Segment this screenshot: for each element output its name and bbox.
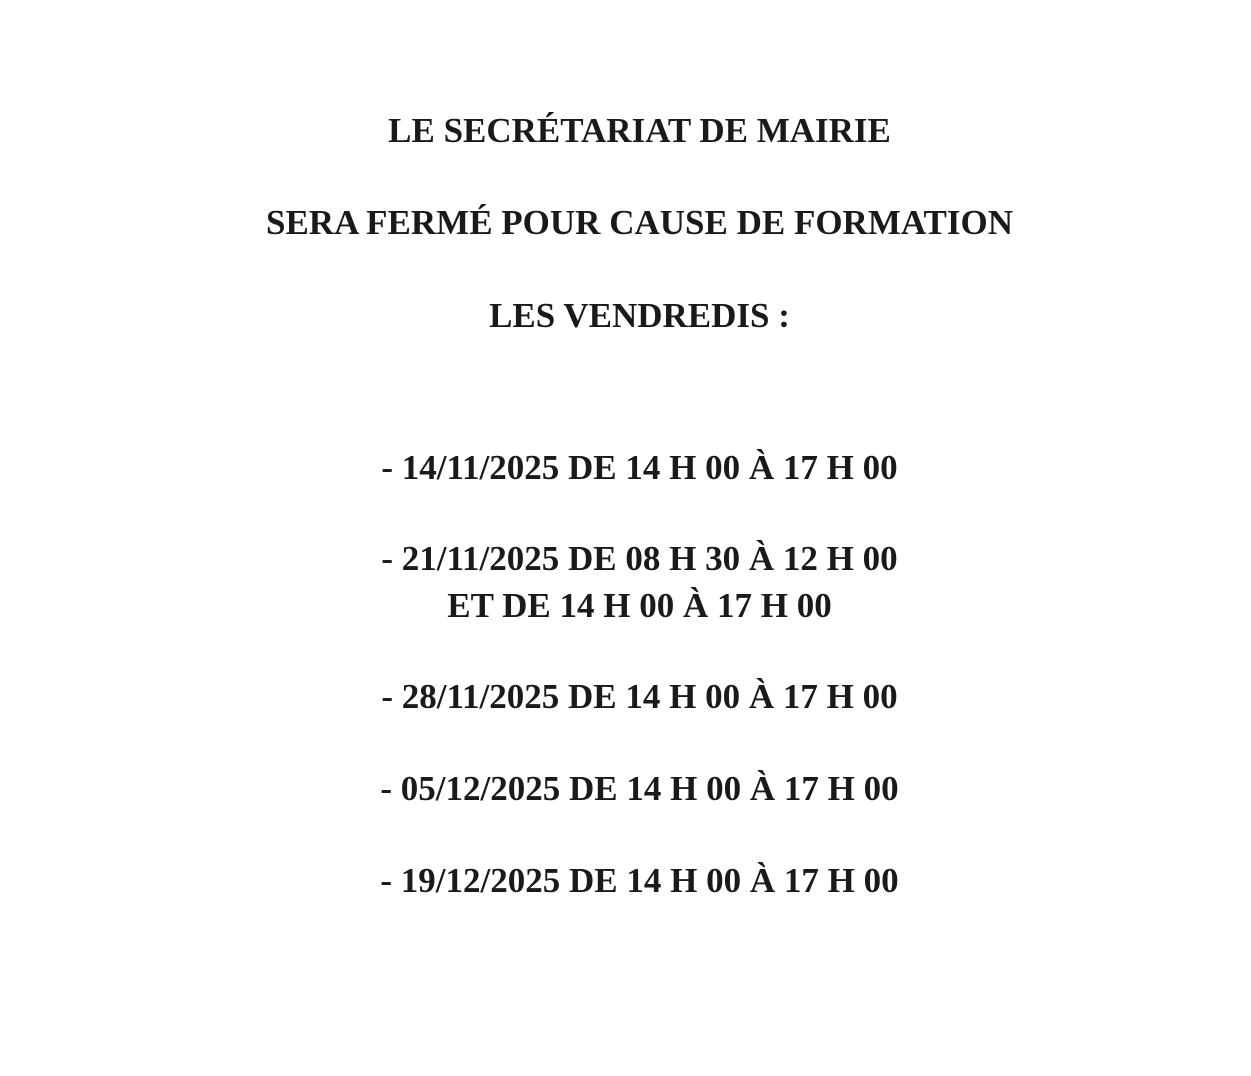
- closure-date-item: - 05/12/2025 DE 14 H 00 À 17 H 00: [380, 769, 899, 808]
- closure-date-item: - 19/12/2025 DE 14 H 00 À 17 H 00: [380, 861, 899, 900]
- closure-date-item: - 28/11/2025 DE 14 H 00 À 17 H 00: [381, 677, 898, 716]
- closure-date-item: - 21/11/2025 DE 08 H 30 À 12 H 00: [381, 539, 898, 578]
- closure-date-item: - 14/11/2025 DE 14 H 00 À 17 H 00: [381, 448, 898, 487]
- notice-days-label: LES VENDREDIS :: [489, 296, 790, 335]
- closure-date-item-continuation: ET DE 14 H 00 À 17 H 00: [447, 586, 832, 625]
- notice-subtitle: SERA FERMÉ POUR CAUSE DE FORMATION: [265, 203, 1014, 242]
- notice-title: LE SECRÉTARIAT DE MAIRIE: [388, 111, 891, 150]
